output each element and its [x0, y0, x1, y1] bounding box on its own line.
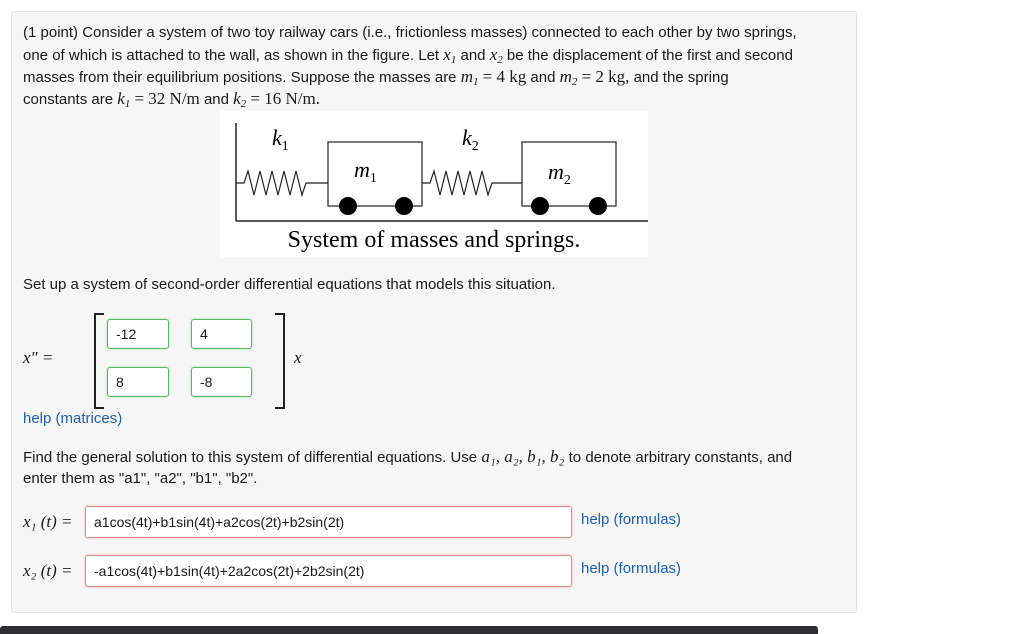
general-prompt-line-2: enter them as "a1", "a2", "b1", "b2".: [23, 470, 258, 487]
matrix-right-bracket: [275, 313, 285, 409]
matrix-cell-1-2[interactable]: 4: [191, 319, 252, 349]
x2-symbol: $x_2$: [489, 45, 503, 66]
mass-2-wheel-right: [589, 197, 607, 215]
spring-2: [422, 171, 522, 195]
mass-1-wheel-left: [339, 197, 357, 215]
k2-label: $k_2$: [462, 125, 479, 154]
m2-label: $m_2$: [548, 159, 571, 188]
matrix-left-bracket: [94, 313, 104, 409]
x2-answer-label: x₂ (t) =: [23, 561, 73, 580]
x-vector-label: x: [294, 348, 302, 367]
constants-symbols: a₁, a₂, b₁, b₂: [481, 447, 565, 466]
setup-prompt: Set up a system of second-order differential equations that models this situation.: [23, 276, 556, 293]
general-prompt-line-1: Find the general solution to this system of differential equations. Use a₁, a₂, b₁, b₂ to denote arbitrary constants, and: [23, 447, 793, 466]
problem-panel: [11, 11, 857, 613]
k1-label: $k_1$: [272, 125, 289, 154]
matrix-cell-1-1[interactable]: -12: [107, 319, 169, 349]
x-double-prime-label: x″ =: [23, 348, 54, 367]
figure-caption: System of masses and springs.: [287, 227, 581, 253]
figure-drawing: [220, 111, 648, 257]
masses-springs-figure: [220, 111, 648, 257]
problem-line-1: (1 point) Consider a system of two toy railway cars (i.e., frictionless masses) connected to each other by two springs,: [23, 24, 797, 41]
problem-line-2: one of which is attached to the wall, as shown in the figure. Let $x_1$ and $x_2$ be the displacement of the first and second: [23, 45, 793, 66]
matrix-cell-2-1[interactable]: 8: [107, 367, 169, 397]
spring-1: [236, 171, 328, 195]
help-formulas-link-1[interactable]: help (formulas): [581, 511, 682, 528]
bottom-status-bar: [0, 626, 818, 634]
problem-line-4: constants are $k_1 = 32$ N/m and $k_2 = 16$ N/m.: [23, 89, 320, 110]
matrix-cell-2-2[interactable]: -8: [191, 367, 252, 397]
help-matrices-link[interactable]: help (matrices): [23, 410, 123, 427]
mass-1-wheel-right: [395, 197, 413, 215]
x1-answer-label: x₁ (t) =: [23, 512, 73, 531]
mass-2-wheel-left: [531, 197, 549, 215]
problem-line-3: masses from their equilibrium positions. Suppose the masses are $m_1 = 4$ kg and $m_2 = 2$ kg, and the spring: [23, 67, 729, 88]
x1-symbol: $x_1$: [443, 45, 457, 66]
help-formulas-link-2[interactable]: help (formulas): [581, 560, 682, 577]
x1-answer-input[interactable]: a1cos(4t)+b1sin(4t)+a2cos(2t)+b2sin(2t): [85, 506, 572, 538]
x2-answer-input[interactable]: -a1cos(4t)+b1sin(4t)+2a2cos(2t)+2b2sin(2t): [85, 555, 572, 587]
m1-label: $m_1$: [354, 157, 377, 186]
